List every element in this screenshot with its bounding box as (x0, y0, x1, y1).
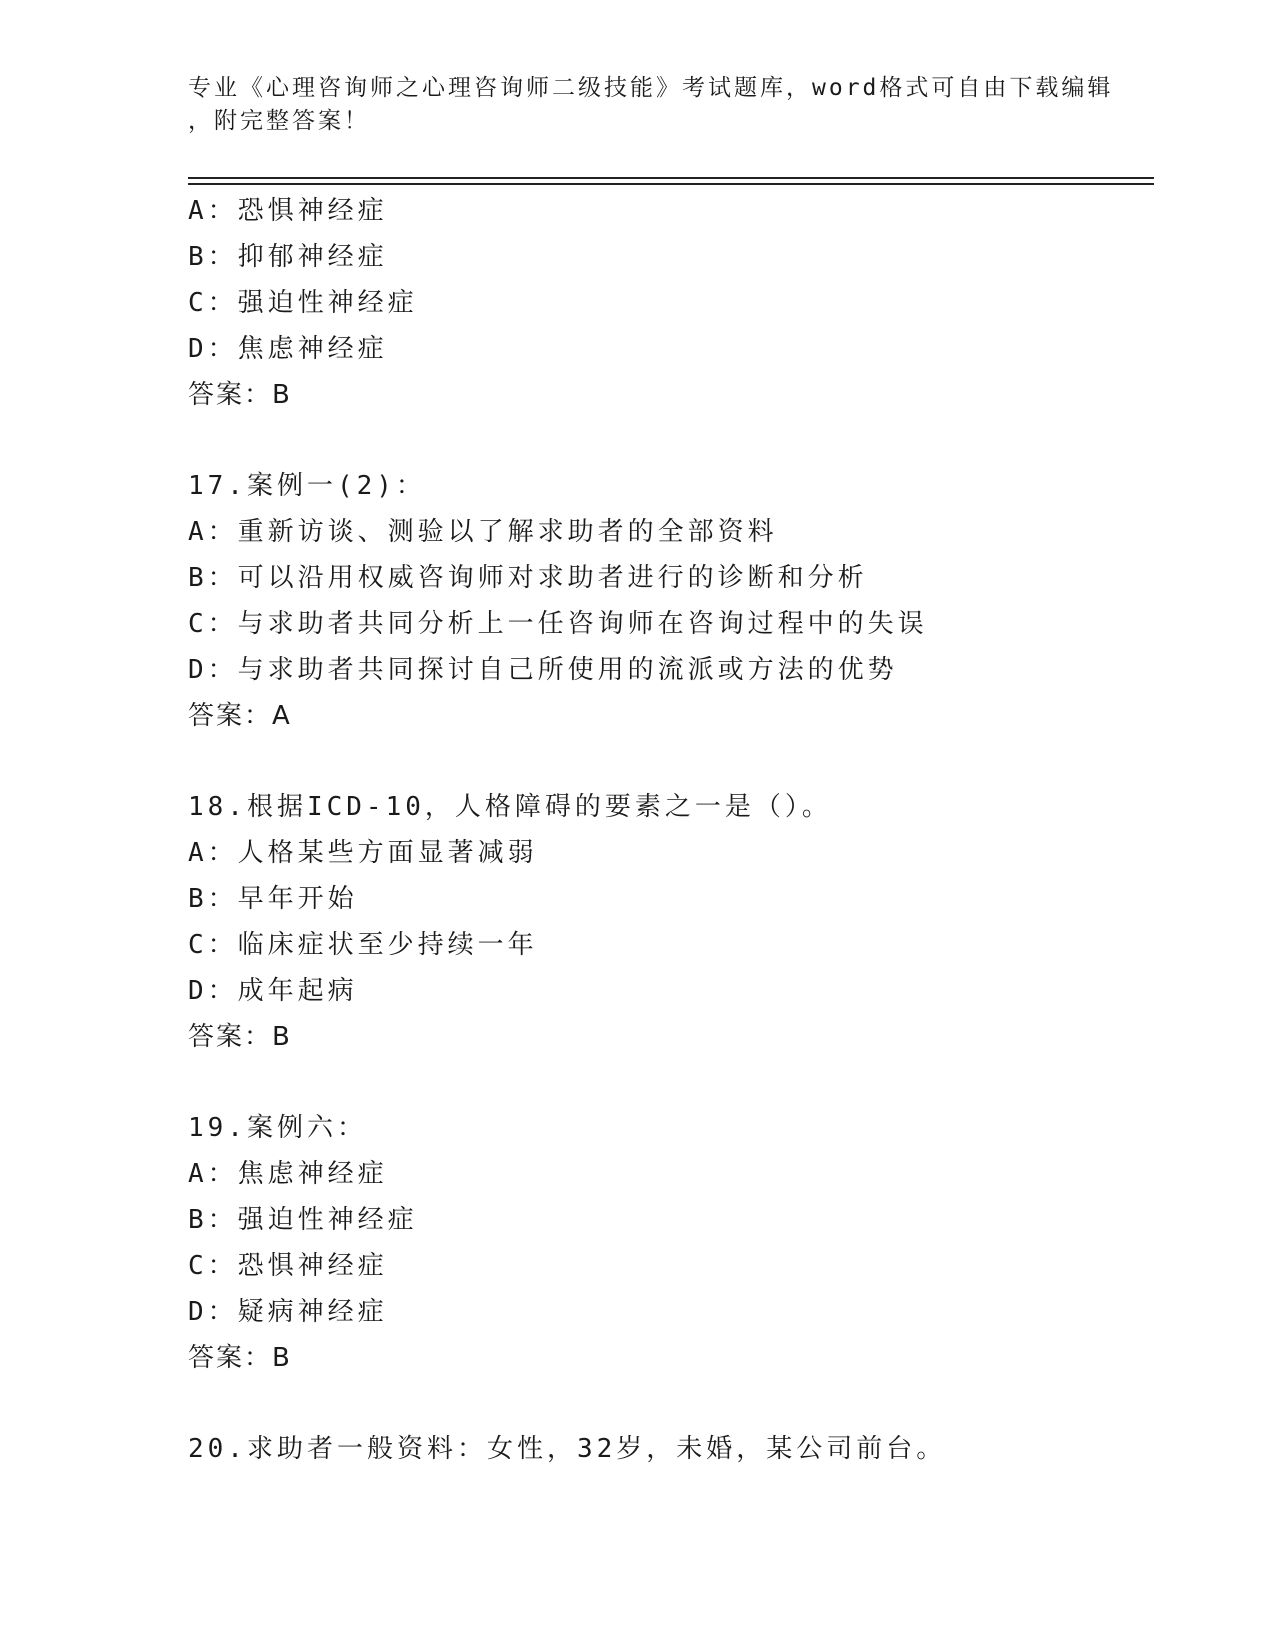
answer: 答案：B (188, 1022, 292, 1052)
question-title: 17.案例一(2)： (188, 471, 426, 501)
option-a: A：人格某些方面显著减弱 (188, 838, 538, 868)
question-19 (188, 1105, 1154, 1381)
option-d: D：疑病神经症 (188, 1297, 388, 1327)
question-17 (188, 463, 1154, 739)
option-c: C：恐惧神经症 (188, 1251, 388, 1281)
answer: 答案：B (188, 380, 292, 410)
question-title: 19.案例六： (188, 1113, 367, 1143)
option-c: C：与求助者共同分析上一任咨询师在咨询过程中的失误 (188, 609, 928, 639)
option-b: B：早年开始 (188, 884, 358, 914)
question-18 (188, 784, 1154, 1060)
header-rule-bottom (188, 183, 1154, 185)
option-b: B：抑郁神经症 (188, 242, 388, 272)
option-b: B：可以沿用权威咨询师对求助者进行的诊断和分析 (188, 563, 868, 593)
question-title: 20.求助者一般资料：女性，32岁，未婚，某公司前台。 (188, 1434, 947, 1464)
answer: 答案：B (188, 1343, 292, 1373)
option-b: B：强迫性神经症 (188, 1205, 418, 1235)
header-rule-top (188, 177, 1154, 179)
question-title: 18.根据ICD-10，人格障碍的要素之一是（）。 (188, 792, 832, 822)
option-a: A：焦虑神经症 (188, 1159, 388, 1189)
question-16 (188, 188, 1154, 418)
option-d: D：与求助者共同探讨自己所使用的流派或方法的优势 (188, 655, 898, 685)
header-line-1: 专业《心理咨询师之心理咨询师二级技能》考试题库，word格式可自由下载编辑 (188, 75, 1114, 101)
header-line-2: ，附完整答案！ (188, 108, 370, 134)
question-list (188, 188, 1154, 1472)
question-20 (188, 1426, 1154, 1472)
option-c: C：临床症状至少持续一年 (188, 930, 538, 960)
option-a: A：重新访谈、测验以了解求助者的全部资料 (188, 517, 778, 547)
document-header (188, 72, 1114, 138)
option-c: C：强迫性神经症 (188, 288, 418, 318)
answer: 答案：A (188, 701, 292, 731)
option-a: A：恐惧神经症 (188, 196, 388, 226)
option-d: D：焦虑神经症 (188, 334, 388, 364)
option-d: D：成年起病 (188, 976, 358, 1006)
